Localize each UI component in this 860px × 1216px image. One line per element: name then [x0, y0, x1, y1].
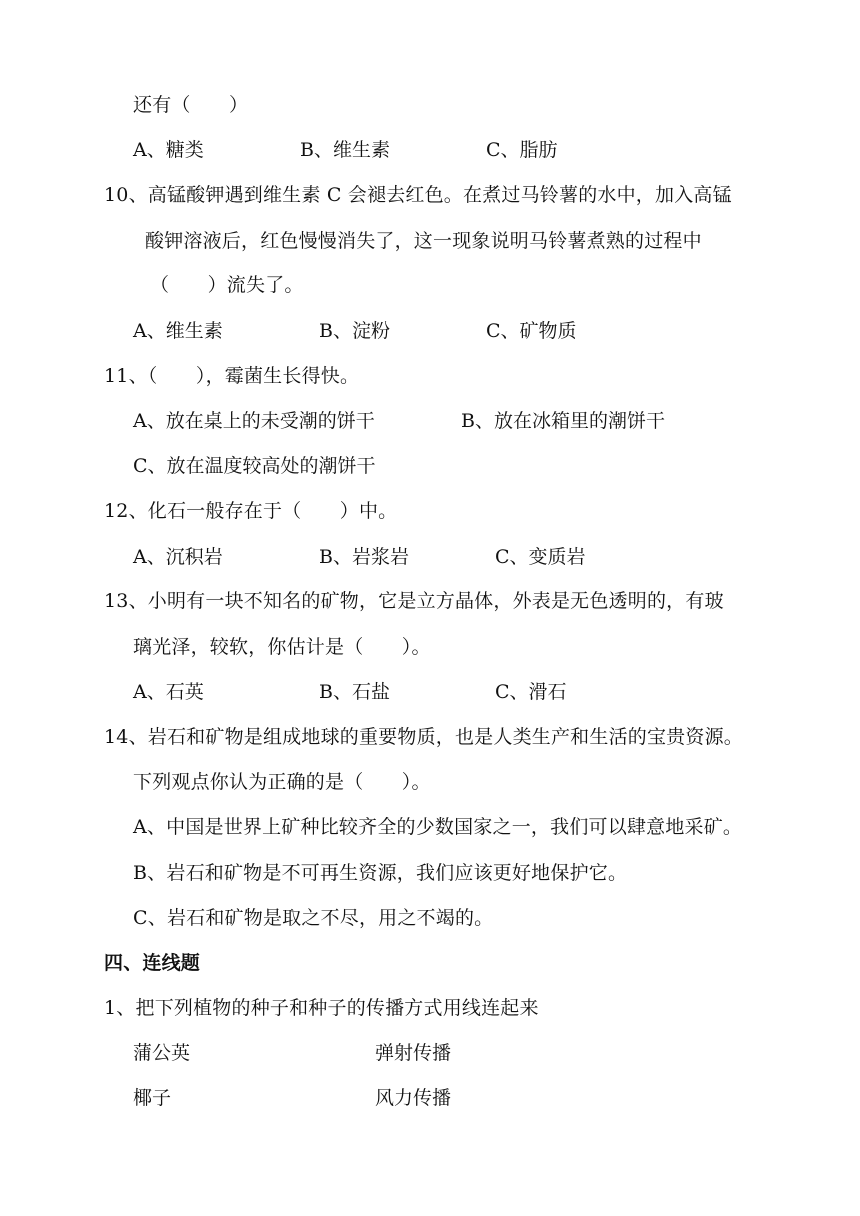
q12-option-a: A、沉积岩 [133, 546, 223, 568]
q14-option-a: A、中国是世界上矿种比较齐全的少数国家之一，我们可以肆意地采矿。 [133, 816, 743, 838]
q9-tail: 还有（ ） [133, 94, 249, 116]
q10-option-a: A、维生素 [133, 320, 223, 342]
matching-left-item: 椰子 [133, 1087, 172, 1109]
q14-text-line2: 下列观点你认为正确的是（ ）。 [133, 771, 431, 793]
q9-option-a: A、糖类 [133, 139, 204, 161]
matching-question-1: 1、把下列植物的种子和种子的传播方式用线连起来 [104, 997, 539, 1019]
q13-option-c: C、滑石 [495, 681, 567, 703]
q10-option-c: C、矿物质 [486, 320, 577, 342]
q13-option-b: B、石盐 [319, 681, 390, 703]
q12-text: 12、化石一般存在于（ ）中。 [104, 500, 398, 522]
q11-text: 11、（ ），霉菌生长得快。 [104, 365, 360, 387]
q12-option-b: B、岩浆岩 [319, 546, 409, 568]
section-heading-matching: 四、连线题 [104, 952, 201, 974]
q10-option-b: B、淀粉 [319, 320, 390, 342]
q14-option-c: C、岩石和矿物是取之不尽，用之不竭的。 [133, 907, 494, 929]
matching-left-item: 蒲公英 [133, 1042, 191, 1064]
q10-text-line2: 酸钾溶液后，红色慢慢消失了，这一现象说明马铃薯煮熟的过程中 [145, 230, 702, 252]
q10-text-line3: （ ）流失了。 [150, 274, 304, 296]
q13-text-line2: 璃光泽，较软，你估计是（ ）。 [133, 636, 431, 658]
q12-option-c: C、变质岩 [495, 546, 586, 568]
q9-option-c: C、脂肪 [486, 139, 558, 161]
q13-option-a: A、石英 [133, 681, 204, 703]
q9-option-b: B、维生素 [300, 139, 390, 161]
q10-text-line1: 10、高锰酸钾遇到维生素 C 会褪去红色。在煮过马铃薯的水中，加入高锰 [104, 184, 732, 206]
matching-right-item: 风力传播 [375, 1087, 452, 1109]
q11-option-c: C、放在温度较高处的潮饼干 [133, 455, 376, 477]
q13-text-line1: 13、小明有一块不知名的矿物，它是立方晶体，外表是无色透明的，有玻 [104, 590, 724, 612]
matching-right-item: 弹射传播 [375, 1042, 452, 1064]
q14-text-line1: 14、岩石和矿物是组成地球的重要物质，也是人类生产和生活的宝贵资源。 [104, 726, 743, 748]
q14-option-b: B、岩石和矿物是不可再生资源，我们应该更好地保护它。 [133, 862, 628, 884]
q11-option-b: B、放在冰箱里的潮饼干 [461, 410, 665, 432]
q11-option-a: A、放在桌上的未受潮的饼干 [133, 410, 375, 432]
